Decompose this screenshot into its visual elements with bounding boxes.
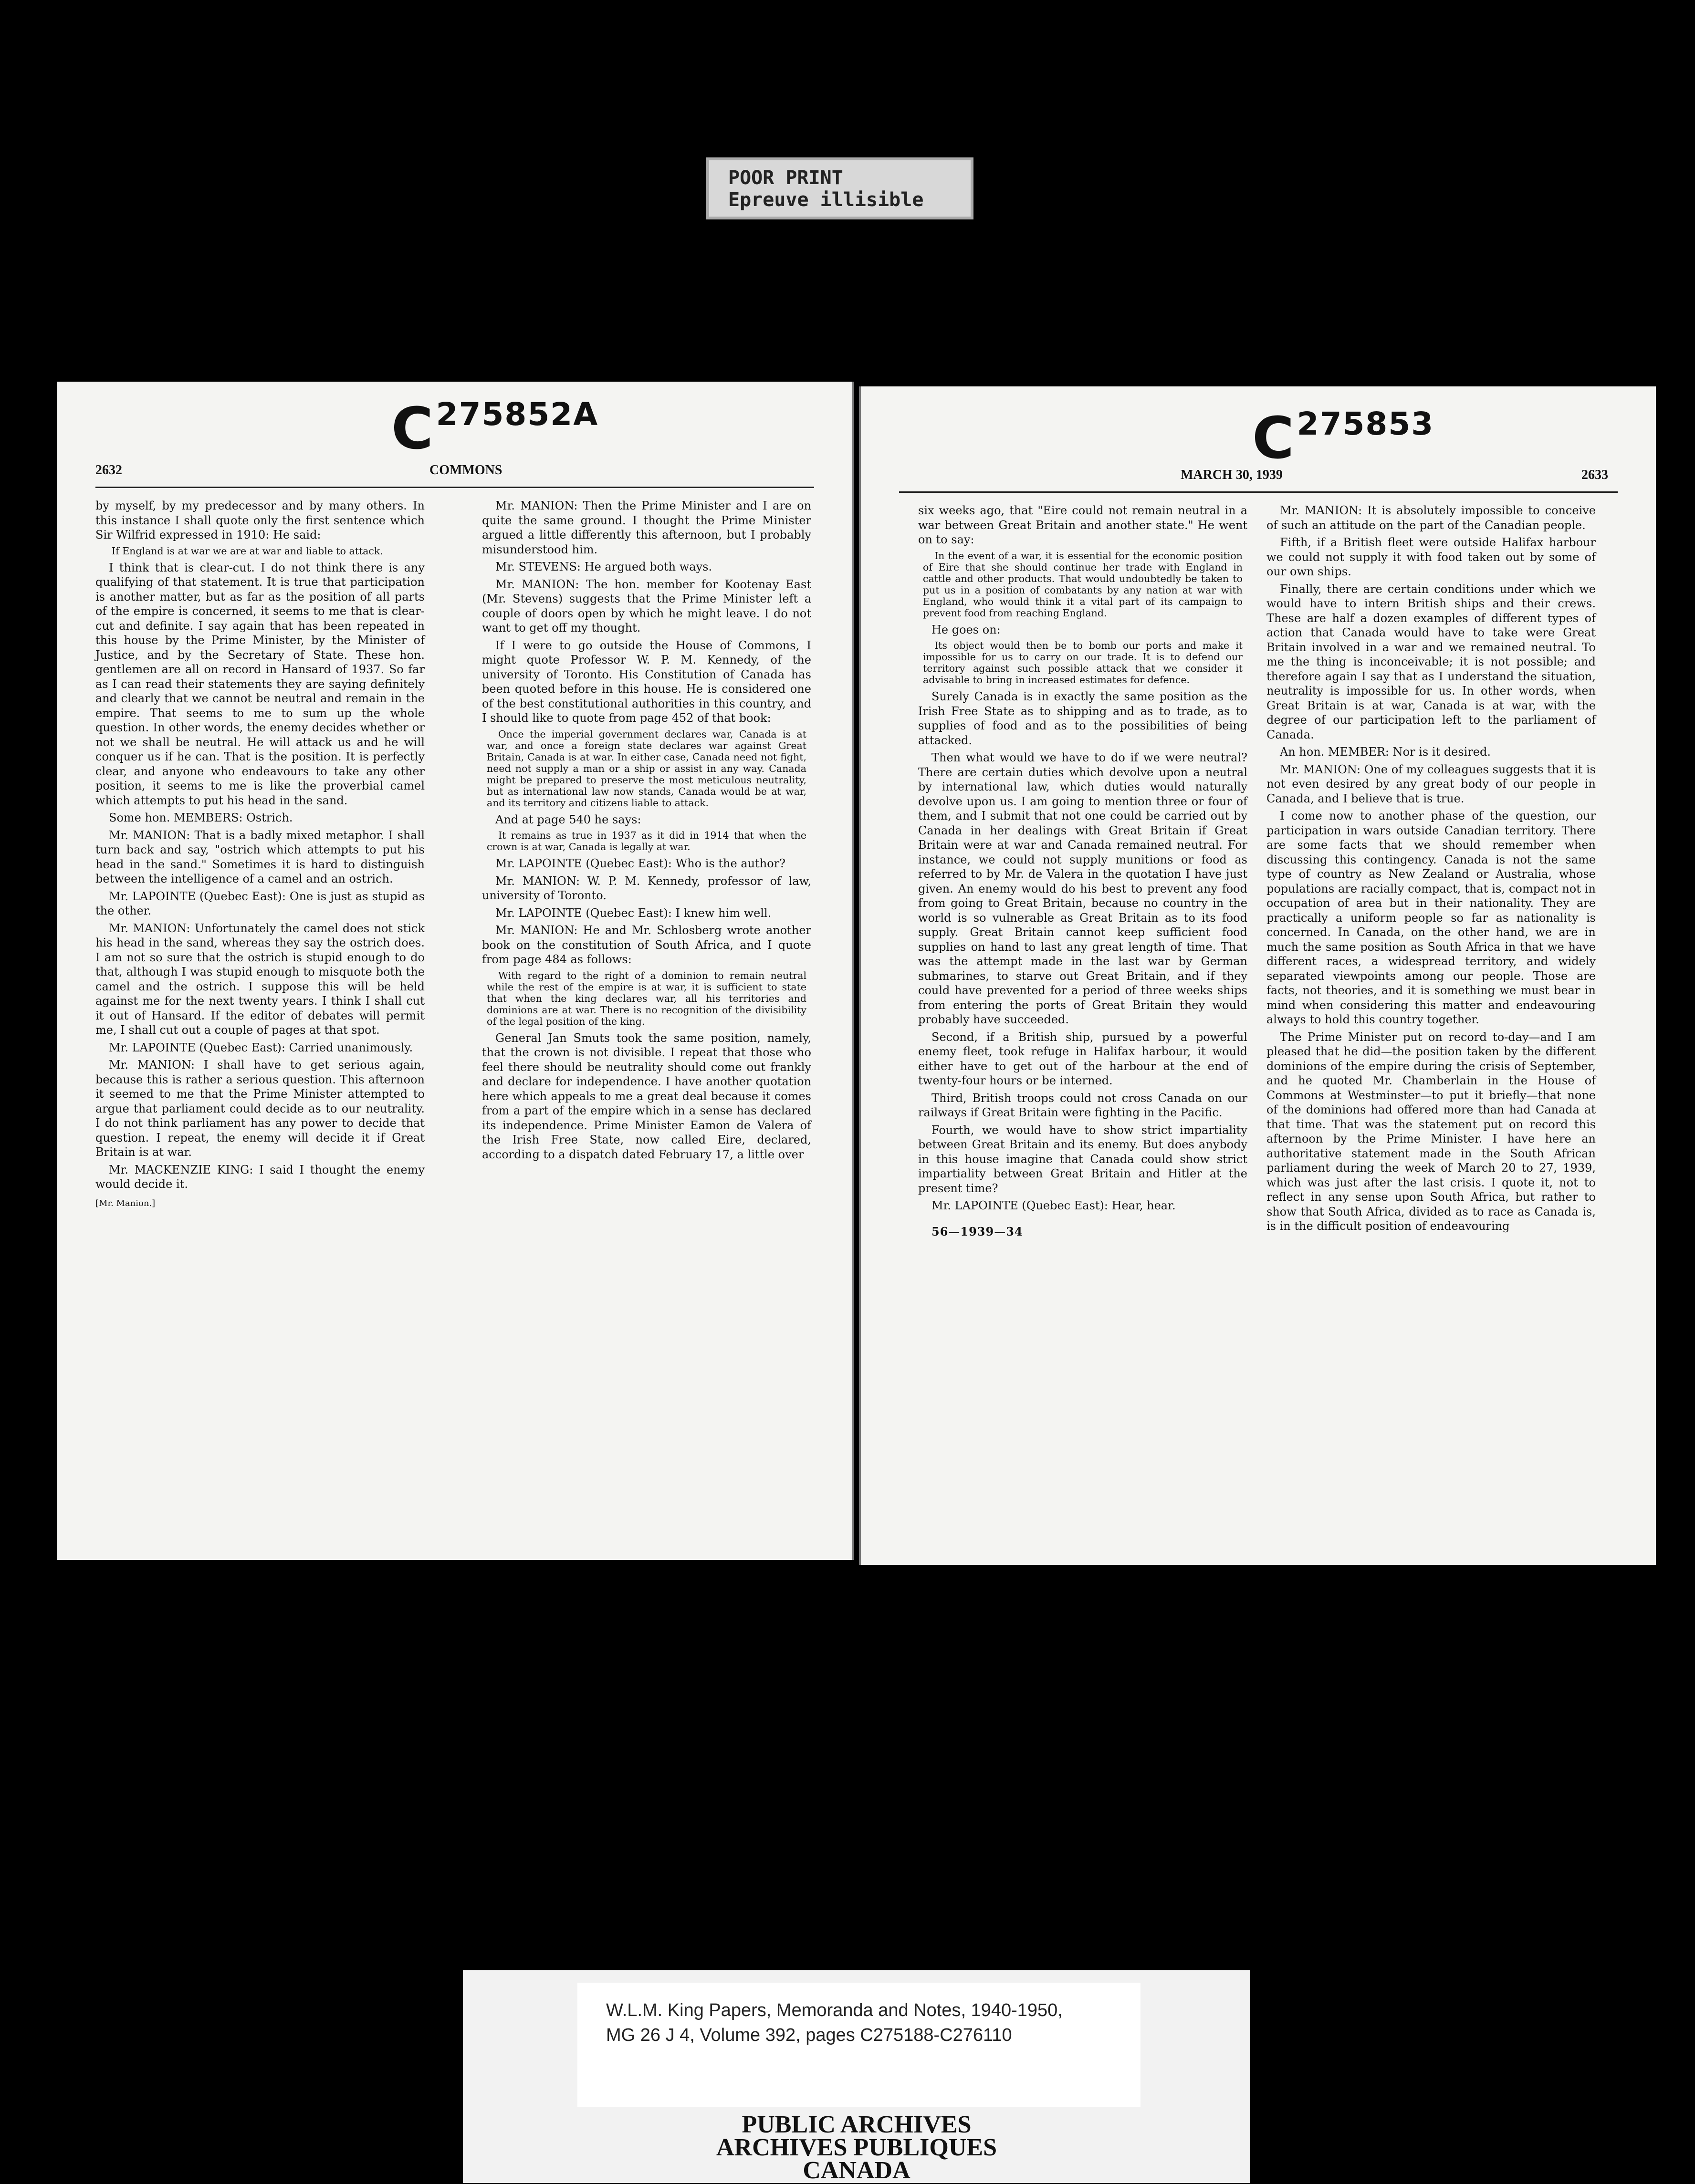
left-section-title: COMMONS (429, 463, 502, 478)
citation-line-2: MG 26 J 4, Volume 392, pages C275188-C276110 (606, 2025, 1012, 2045)
paragraph: An hon. MEMBER: Nor is it desired. (1280, 745, 1491, 759)
archives-heading (463, 2113, 1250, 2182)
paragraph: Mr. MANION: He and Mr. Schlosberg wrote another book on the constitution of South Africa, and I quote from page 484 as follows: (482, 924, 811, 966)
right-header-rule (899, 491, 1618, 493)
left-archive-number (391, 396, 598, 462)
paragraph: Mr. STEVENS: He argued both ways. (495, 560, 712, 573)
paragraph: Mr. LAPOINTE (Quebec East): Who is the author? (495, 857, 786, 870)
quotation: Its object would then be to bomb our ports and make it impossible for us to carry on our trade. It is to defend our territory against such possible attack that we consider it advisable to bring in increased estimates for defence. (923, 640, 1243, 686)
paragraph: Then what would we have to do if we were neutral? There are certain duties which devolve upon a neutral by international law, which duties would naturally devolve upon us. I am going to mention three or four of them, and I submit that not one could be carried out by Canada in her dealings with Great Britain if Great Britain were at war and Canada remained neutral. For instance, we could not supply munitions or food as referred to by Mr. de Valera in the quotation I have just given. An enemy would do his best to prevent any food from going to Great Britain, because no country in the world is so vulnerable as Great Britain as to its food supply. Great Britain cannot keep sufficient food supplies on hand to last any great length of time. That was the attempt made in the last war by German submarines, to starve out Great Britain, and if they could have prevented for a period of three weeks ships from entering the ports of Great Britain they would probably have succeeded. (918, 751, 1247, 1026)
left-running-head (57, 463, 852, 482)
right-running-head (861, 468, 1656, 487)
right-archive-number (1252, 406, 1434, 472)
paragraph: If I were to go outside the House of Commons, I might quote Professor W. P. M. Kennedy, of the university of Toronto. His Constitution of Canada has been quoted before in this house. He is considered one of the best constitutional authorities in this country, and I should like to quote from page 452 of that book: (482, 638, 811, 725)
quotation: Once the imperial government declares war, Canada is at war, and once a foreign state declares war against Great Britain, Canada is at war. In either case, Canada need not fight, need not supply a man or a ship or assist in any way. Canada might be prepared to preserve the most meticulous neutrality, but as international law now stands, Canada would be at war, and its territory and citizens liable to attack. (487, 728, 806, 809)
quotation: It remains as true in 1937 as it did in 1914 that when the crown is at war, Canada is legally at war. (487, 830, 806, 853)
paragraph: Mr. LAPOINTE (Quebec East): Carried unanimously. (109, 1040, 413, 1054)
paragraph: Mr. LAPOINTE (Quebec East): I knew him well. (495, 906, 772, 920)
left-archive-letter: C (391, 396, 434, 462)
right-archive-digits: 275853 (1297, 406, 1434, 442)
paragraph: General Jan Smuts took the same position, namely, that the crown is not divisible. I repeat that those who feel there should be neutrality should come out frankly and declare for independence. I have another quotation here which appeals to me a great deal because it comes from a part of the empire which in a sense has declared its independence. Prime Minister Eamon de Valera of the Irish Free State, now called Eire, declared, according to a dispatch dated February 17, a little over (482, 1031, 811, 1161)
paragraph: by myself, by my predecessor and by many others. In this instance I shall quote only the first sentence which Sir Wilfrid expressed in 1910: He said: (95, 499, 425, 541)
right-archive-letter: C (1252, 406, 1295, 472)
paragraph: Some hon. MEMBERS: Ostrich. (109, 811, 293, 824)
archives-heading-en: PUBLIC ARCHIVES (742, 2111, 972, 2138)
right-page-date: MARCH 30, 1939 (1181, 468, 1283, 482)
paragraph: I come now to another phase of the question, our participation in wars outside Canadian territory. There are some facts that we should remember when discussing this contingency. Canada is not the same type of country as New Zealand or Australia, whose populations are racially compact, that is, compact not in occupation of area but in their nationality. They are practically a uniform people so far as nationality is concerned. In Canada, on the other hand, we are in much the same position as South Africa in that we have different races, a widespread territory, and widely separated viewpoints among our people. Those are facts, not theories, and it is something we must bear in mind when considering this matter and endeavouring always to hold this country together. (1266, 809, 1596, 1026)
paragraph: Mr. LAPOINTE (Quebec East): Hear, hear. (931, 1199, 1176, 1212)
paragraph: Third, British troops could not cross Canada on our railways if Great Britain were fighting in the Pacific. (918, 1091, 1247, 1119)
stamp-line-2: Epreuve illisible (728, 189, 924, 211)
paragraph: Mr. MANION: One of my colleagues suggests that it is not even desired by any great body of our people in Canada, and I believe that is true. (1266, 762, 1596, 805)
archives-heading-fr: ARCHIVES PUBLIQUES (716, 2134, 997, 2161)
paragraph: Mr. MANION: The hon. member for Kootenay East (Mr. Stevens) suggests that the Prime Minister left a couple of doors open by which he might leave. I do not want to get off my thought. (482, 577, 811, 634)
paragraph: Fourth, we would have to show strict impartiality between Great Britain and its enemy. But does anybody in this house imagine that Canada could show strict impartiality between Great Britain and Hitler at the present time? (918, 1123, 1247, 1195)
speaker-footnote: [Mr. Manion.] (95, 1198, 156, 1208)
paragraph: Mr. LAPOINTE (Quebec East): One is just as stupid as the other. (95, 889, 425, 917)
right-column-2 (1266, 503, 1596, 1237)
paragraph: Mr. MANION: That is a badly mixed metaphor. I shall turn back and say, "ostrich which attempts to put his head in the sand." Sometimes it is hard to distinguish between the intelligence of a camel and an ostrich. (95, 828, 425, 885)
citation-box (577, 1983, 1140, 2107)
paragraph: six weeks ago, that "Eire could not remain neutral in a war between Great Britain and another state." He went on to say: (918, 504, 1247, 546)
paragraph: He goes on: (931, 623, 1001, 636)
quotation: In the event of a war, it is essential for the economic position of Eire that she should continue her trade with England in cattle and other products. That would undoubtedly be taken to put us in a position of combatants by any nation at war with England, who would think it a vital part of its campaign to prevent food from reaching England. (923, 550, 1243, 619)
citation-text (606, 1998, 1063, 2048)
left-column-2 (482, 499, 811, 1165)
paragraph: Second, if a British ship, pursued by a powerful enemy fleet, took refuge in Halifax harbour, it would either have to get out of the harbour at the end of twenty-four hours or be interned. (918, 1030, 1247, 1087)
quotation: If England is at war we are at war and liable to attack. (112, 545, 383, 557)
paragraph: Mr. MANION: W. P. M. Kennedy, professor of law, university of Toronto. (482, 874, 811, 902)
paragraph: Mr. MANION: I shall have to get serious again, because this is rather a serious question. This afternoon it seemed to me that the Prime Minister attempted to argue that parliament could decide as to our neutrality. I do not think parliament has any power to decide that question. I repeat, the enemy will decide it if Great Britain is at war. (95, 1058, 425, 1159)
paragraph: And at page 540 he says: (495, 812, 641, 826)
paragraph: Mr. MANION: Unfortunately the camel does not stick his head in the sand, whereas they say the ostrich does. I am not so sure that the ostrich is stupid enough to do that, although I was stupid enough to misquote both the camel and the ostrich. I suppose this will be held against me for the next twenty years. I think I shall cut it out of Hansard. If the editor of debates will permit me, I shall cut out a couple of pages at that spot. (95, 921, 425, 1037)
left-column-1 (95, 499, 425, 1214)
paragraph: Finally, there are certain conditions under which we would have to intern British ships and their crews. These are half a dozen examples of different types of action that Canada would have to take were Great Britain involved in a war and we remained neutral. To me the thing is inconceivable; it is not possible; and therefore again I say that as I understand the situation, neutrality is impossible for us. In other words, when Great Britain is at war, Canada is at war, with the degree of our participation left to the parliament of Canada. (1266, 582, 1596, 741)
archives-heading-country: CANADA (803, 2157, 910, 2184)
left-page-number: 2632 (95, 463, 122, 478)
left-archive-digits: 275852A (436, 396, 599, 433)
paragraph: Mr. MANION: It is absolutely impossible to conceive of such an attitude on the part of the Canadian people. (1266, 504, 1596, 532)
paragraph: Mr. MACKENZIE KING: I said I thought the enemy would decide it. (95, 1163, 425, 1191)
quotation: With regard to the right of a dominion to remain neutral while the rest of the empire is at war, it is sufficient to state that when the king declares war, all his territories and dominions are at war. There is no recognition of the divisibility of the legal position of the king. (487, 969, 806, 1027)
poor-print-stamp (706, 157, 973, 219)
paragraph: The Prime Minister put on record to-day—and I am pleased that he did—the position taken by the different dominions of the empire during the crisis of September, and he quoted Mr. Chamberlain in the House of Commons at Westminster—to put it briefly—that none of the dominions had offered more than had Canada at that time. That was the statement put on record this afternoon by the Prime Minister. I have here an authoritative statement made in the South African parliament during the week of March 20 to 27, 1939, which was just after the last crisis. I quote it, not to reflect in any sense upon South Africa, but rather to show that South Africa, divided as to race as Canada is, is in the difficult position of endeavouring (1266, 1030, 1596, 1233)
right-column-1 (918, 503, 1247, 1242)
paragraph: I think that is clear-cut. I do not think there is any qualifying of that statement. It is true that participation is another matter, but as far as the position of all parts of the empire is concerned, it seems to me that is clear-cut and definite. I say again that has been repeated in this house by the Prime Minister, by the Minister of Justice, and by the Secretary of State. These hon. gentlemen are all on record in Hansard of 1937. So far as I can read their statements they are saying definitely and clearly that we cannot be neutral and remain in the empire. That seems to me to sum up the whole question. In other words, the enemy decides whether or not we shall be neutral. He will attack us and he will conquer us if he can. That is the position. It is perfectly clear, and anyone who endeavours to take any other position, it seems to me is like the proverbial camel which attempts to put his head in the sand. (95, 561, 425, 807)
citation-line-1: W.L.M. King Papers, Memoranda and Notes, 1940-1950, (606, 2000, 1063, 2020)
left-page (57, 382, 854, 1560)
paragraph: Fifth, if a British fleet were outside Halifax harbour we could not supply it with food taken out by some of our own ships. (1266, 536, 1596, 578)
left-header-rule (95, 487, 814, 488)
archive-label (463, 1970, 1250, 2183)
right-page (859, 386, 1656, 1565)
stamp-line-1: POOR PRINT (728, 167, 843, 189)
right-page-number: 2633 (1581, 468, 1608, 482)
printer-signature: 56—1939—34 (931, 1224, 1023, 1238)
paragraph: Surely Canada is in exactly the same position as the Irish Free State as to shipping and as to trade, as to supplies of food and as to the possibilities of being attacked. (918, 690, 1247, 747)
paragraph: Mr. MANION: Then the Prime Minister and I are on quite the same ground. I thought the Prime Minister argued a little differently this afternoon, but I probably misunderstood him. (482, 499, 811, 556)
